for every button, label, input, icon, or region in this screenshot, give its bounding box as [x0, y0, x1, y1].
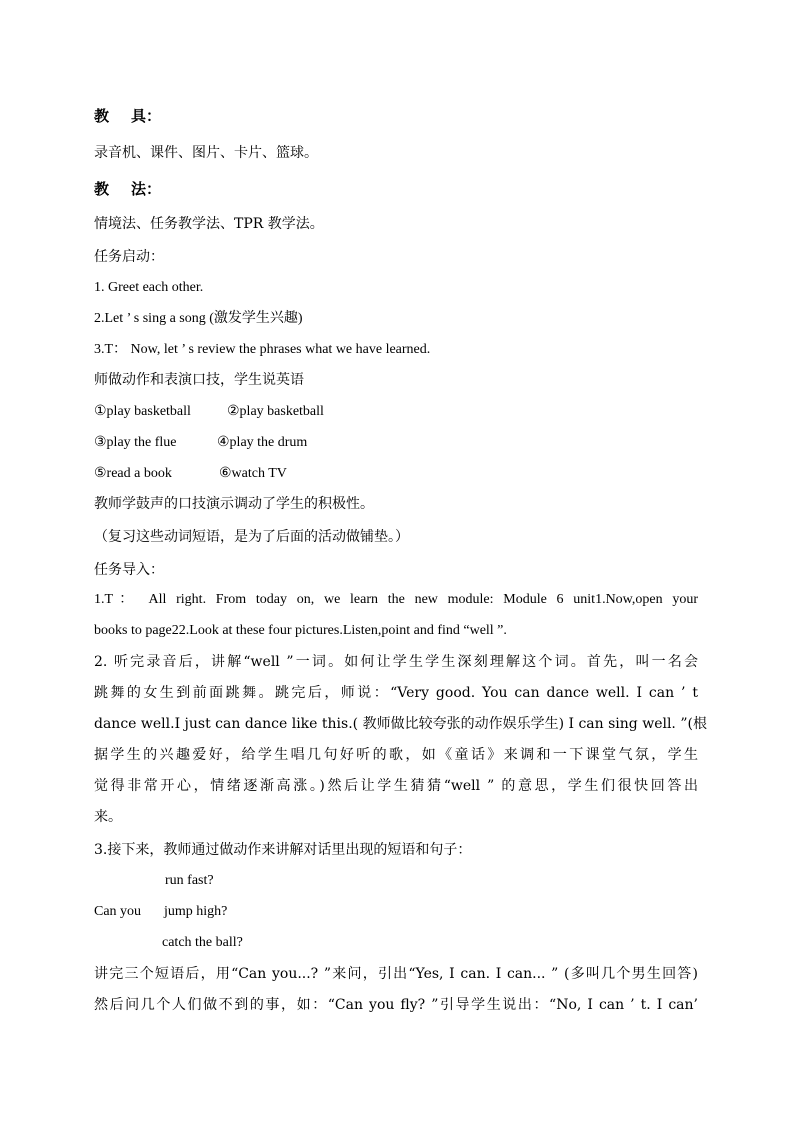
phrase-item: ①play basketball	[94, 404, 191, 419]
task-intro-title: 任务导入：	[94, 562, 164, 578]
tools-heading-left: 教	[94, 107, 110, 125]
phrase-item: ②play basketball	[227, 404, 324, 419]
phrase-row	[94, 403, 324, 421]
tools-content: 录音机、课件、图片、卡片、篮球。	[94, 145, 318, 161]
can-you-option-mid: jump high?	[164, 904, 228, 919]
task-intro-para2-line3: dance well.I just can dance like this.( 教师做比较夸张的动作娱乐学生) I can sing well. ”(根	[94, 716, 707, 732]
can-you-option-top: run fast?	[165, 873, 214, 888]
phrase-row	[94, 465, 287, 483]
task-start-title: 任务启动：	[94, 249, 164, 265]
methods-heading	[94, 180, 161, 198]
can-you-label: Can you	[94, 904, 142, 919]
task-intro-para4-line1: 讲完三个短语后，用“Can you...? ”来问，引出“Yes, I can. I can... ” (多叫几个男生回答)	[94, 966, 698, 982]
task-start-step2: 2.Let ’ s sing a song (激发学生兴趣)	[94, 311, 303, 326]
tools-heading	[94, 107, 161, 125]
task-start-instruction: 师做动作和表演口技，学生说英语	[94, 372, 304, 388]
methods-heading-right: 法：	[131, 180, 162, 198]
task-intro-para2-line6: 来。	[94, 809, 122, 825]
task-start-step3: 3.T： Now, let ’ s review the phrases what we have learned.	[94, 342, 431, 357]
phrase-item: ④play the drum	[217, 435, 308, 450]
methods-content: 情境法、任务教学法、TPR 教学法。	[94, 216, 324, 232]
phrase-row	[94, 434, 307, 452]
can-you-option-bottom: catch the ball?	[162, 935, 243, 950]
tools-heading-right: 具：	[131, 107, 162, 125]
task-start-note1: 教师学鼓声的口技演示调动了学生的积极性。	[94, 496, 374, 512]
task-start-step1: 1. Greet each other.	[94, 280, 204, 295]
phrase-item: ⑤read a book	[94, 466, 172, 481]
methods-heading-left: 教	[94, 180, 110, 198]
task-intro-para2-line5: 觉得非常开心，情绪逐渐高涨。)然后让学生猜猜“well ” 的意思，学生们很快回答出	[94, 778, 698, 794]
task-intro-para2-line4: 据学生的兴趣爱好，给学生唱几句好听的歌，如《童话》来调和一下课堂气氛，学生	[94, 747, 698, 763]
phrase-item: ⑥watch TV	[219, 466, 287, 481]
task-intro-para1-line2: books to page22.Look at these four pictures.Listen,point and find “well ”.	[94, 623, 507, 638]
task-intro-para3: 3.接下来，教师通过做动作来讲解对话里出现的短语和句子：	[94, 842, 472, 858]
task-start-note2: （复习这些动词短语，是为了后面的活动做铺垫。）	[94, 529, 409, 545]
phrase-item: ③play the flue	[94, 435, 177, 450]
task-intro-para1-line1: 1.T： All right. From today on, we learn the new module: Module 6 unit1.Now,open your	[94, 592, 698, 607]
task-intro-para2-line2: 跳舞的女生到前面跳舞。跳完后，师说：“Very good. You can dance well. I can ’ t	[94, 685, 698, 701]
task-intro-para4-line2: 然后问几个人们做不到的事，如：“Can you fly? ”引导学生说出：“No, I can ’ t. I can’	[94, 997, 698, 1013]
task-intro-para2-line1: 2. 听完录音后，讲解“well ”一词。如何让学生学生深刻理解这个词。首先，叫一名会	[94, 654, 698, 670]
